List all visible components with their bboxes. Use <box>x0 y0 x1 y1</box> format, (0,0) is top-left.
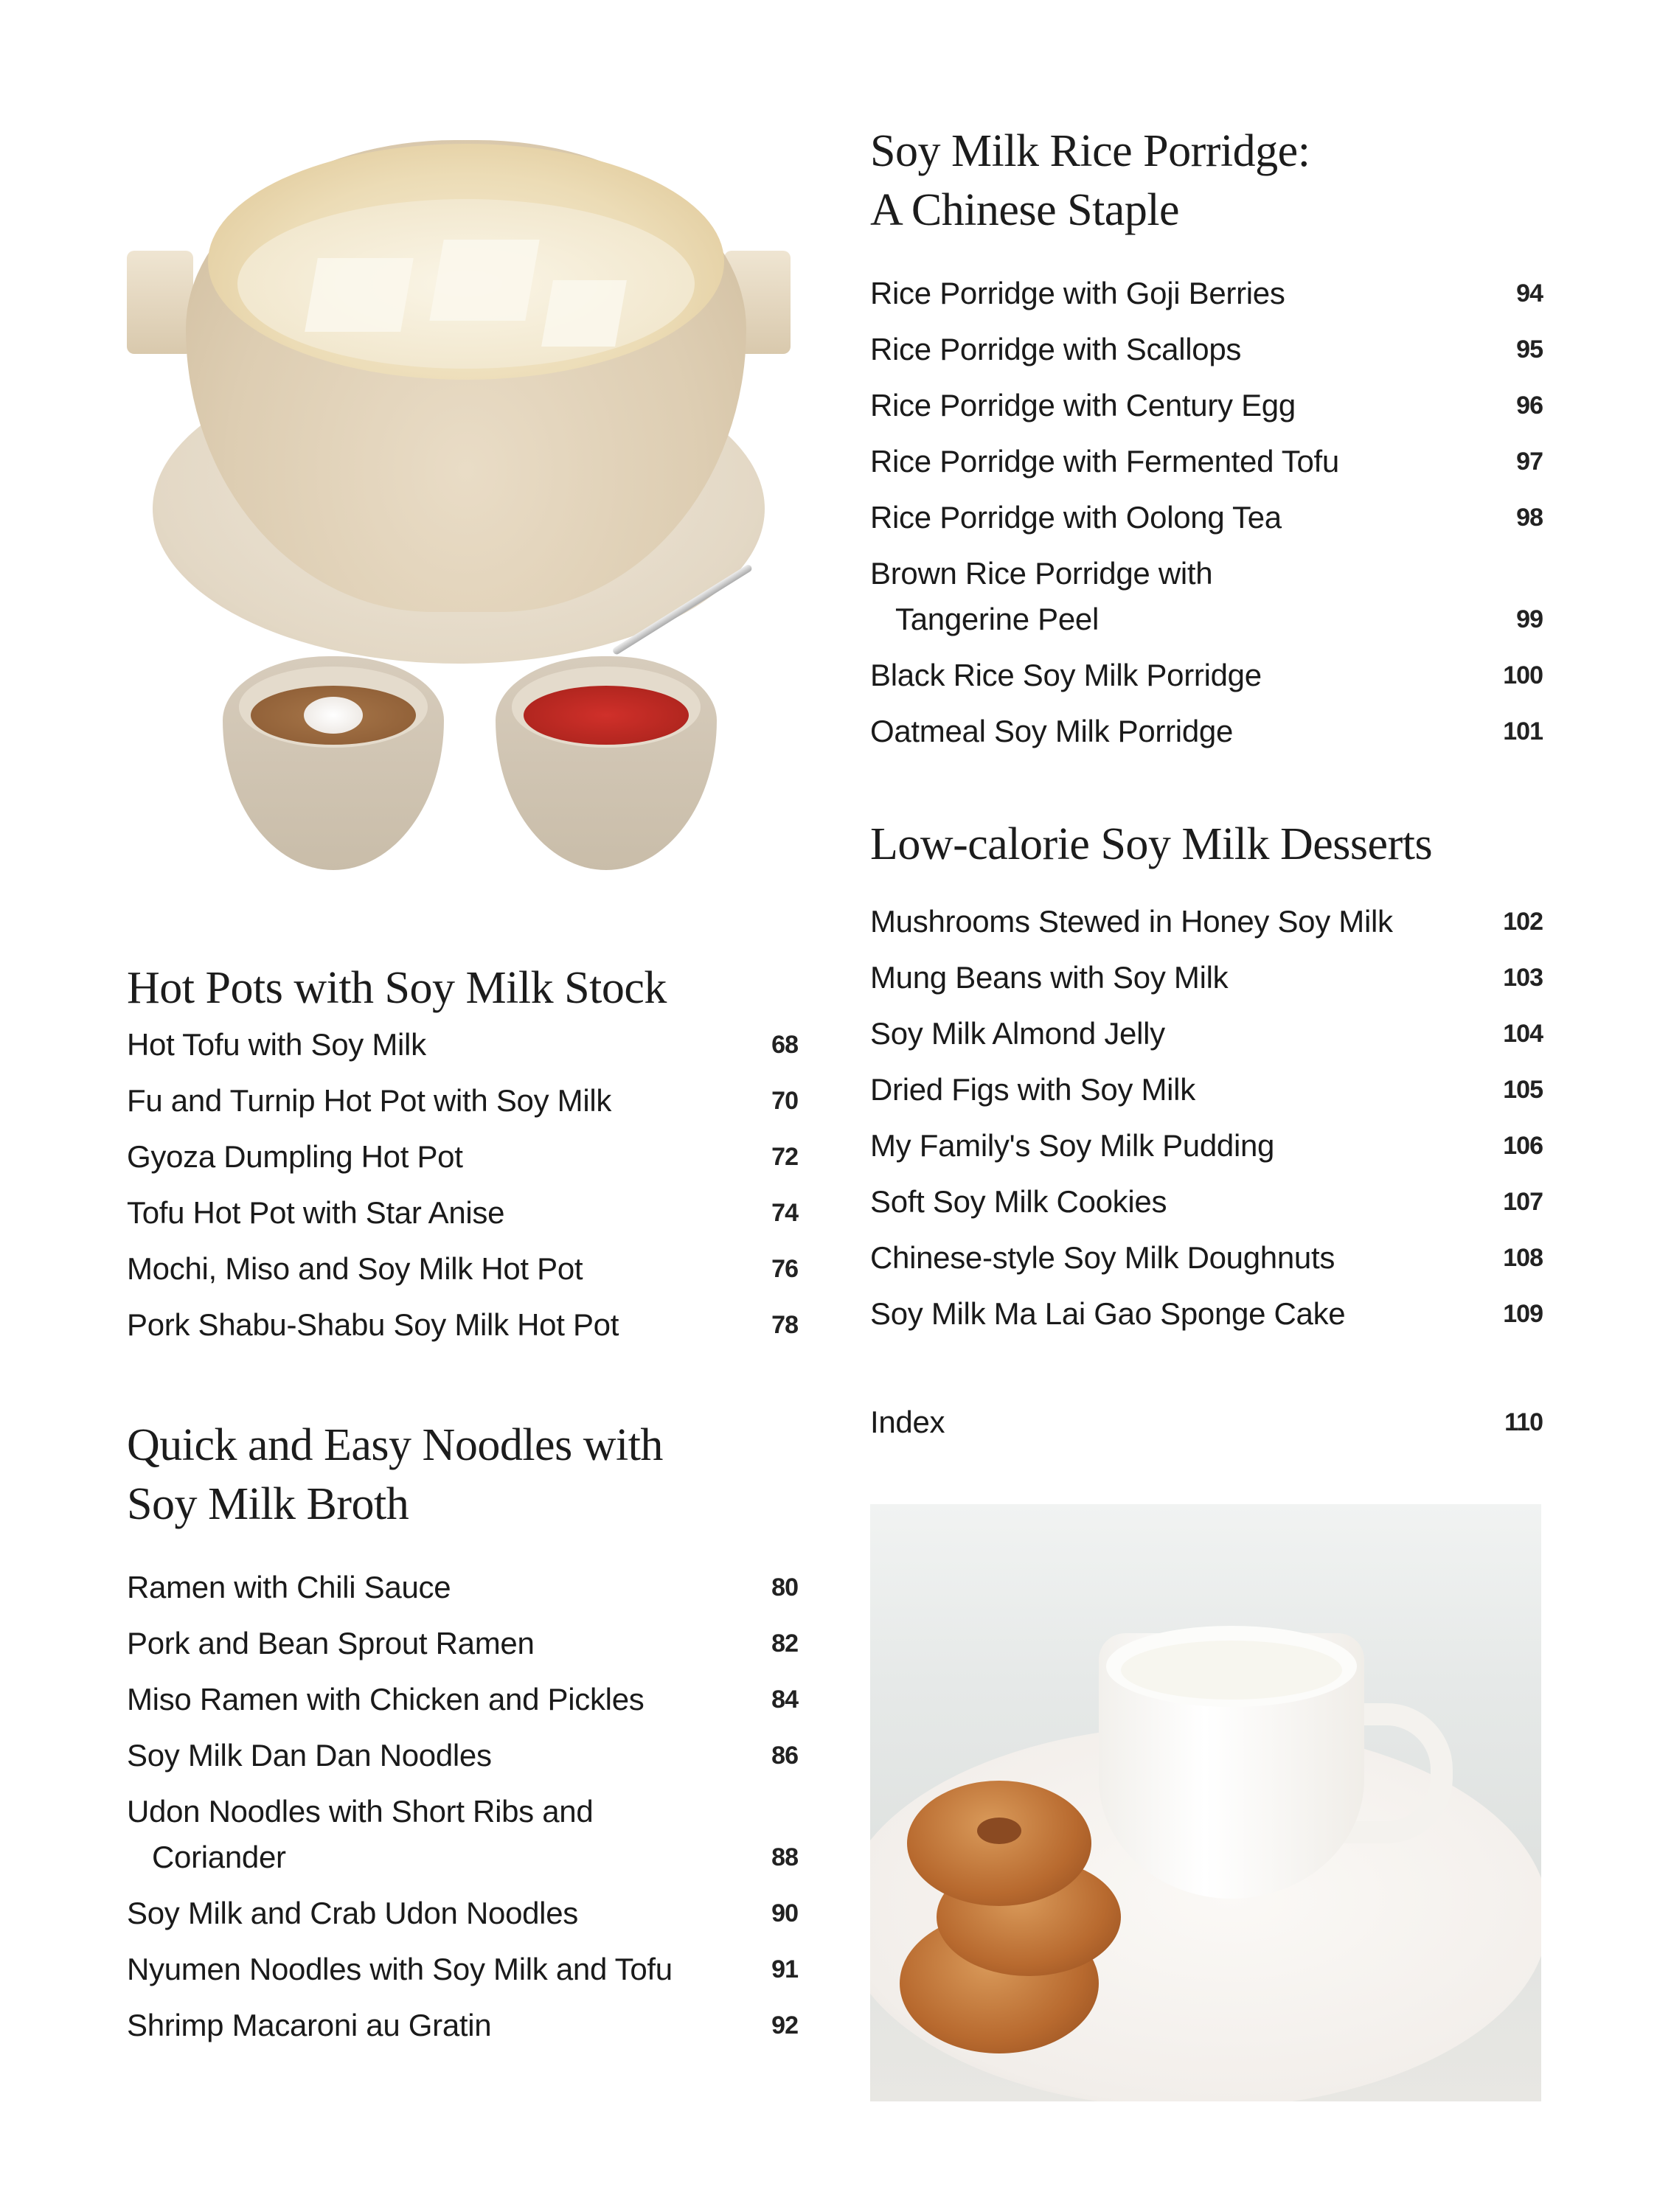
toc-entry[interactable] <box>870 955 1543 1001</box>
toc-entry[interactable] <box>127 1621 798 1666</box>
section-heading: Low-calorie Soy Milk Desserts <box>870 819 1433 869</box>
toc-entry[interactable] <box>127 1246 798 1292</box>
heading-line: Soy Milk Rice Porridge: <box>870 126 1310 176</box>
entry-title-continued: Coriander <box>152 1840 286 1874</box>
heading-line: A Chinese Staple <box>870 185 1180 235</box>
toc-entry[interactable] <box>870 551 1543 642</box>
section-index <box>870 1399 1543 1455</box>
entry-page: 72 <box>771 1143 798 1171</box>
entry-page: 100 <box>1503 661 1543 689</box>
entry-title: Soy Milk and Crab Udon Noodles <box>127 1896 578 1930</box>
entry-title: Soy Milk Almond Jelly <box>870 1016 1165 1051</box>
entry-title: Udon Noodles with Short Ribs and Coriander <box>127 1789 746 1880</box>
toc-entry[interactable] <box>127 1190 798 1236</box>
toc-entry[interactable] <box>870 1011 1543 1057</box>
cookie-shape <box>907 1781 1091 1906</box>
entry-page: 103 <box>1503 964 1543 992</box>
entry-page: 86 <box>771 1742 798 1770</box>
entry-title: Rice Porridge with Scallops <box>870 332 1242 366</box>
toc-entry[interactable] <box>870 439 1543 484</box>
toc-entry[interactable] <box>870 383 1543 428</box>
sauce-bowl-left <box>223 656 444 870</box>
entry-title: Rice Porridge with Goji Berries <box>870 276 1285 310</box>
entry-title: Brown Rice Porridge with Tangerine Peel <box>870 551 1491 642</box>
entry-page: 97 <box>1516 448 1543 476</box>
entry-title: Hot Tofu with Soy Milk <box>127 1027 426 1062</box>
entry-page: 98 <box>1516 504 1543 532</box>
entry-page: 104 <box>1503 1020 1543 1048</box>
entry-page: 84 <box>771 1686 798 1714</box>
toc-entry-index[interactable] <box>870 1399 1543 1445</box>
toc-entry[interactable] <box>870 709 1543 754</box>
toc-entry[interactable] <box>870 1123 1543 1169</box>
entry-page: 99 <box>1516 605 1543 633</box>
entry-page: 91 <box>771 1955 798 1983</box>
entry-title: Oatmeal Soy Milk Porridge <box>870 714 1234 748</box>
entry-title: Miso Ramen with Chicken and Pickles <box>127 1682 645 1717</box>
entry-title: Soy Milk Ma Lai Gao Sponge Cake <box>870 1296 1346 1331</box>
entry-title: Mung Beans with Soy Milk <box>870 960 1229 995</box>
entry-page: 109 <box>1503 1300 1543 1328</box>
entry-page: 90 <box>771 1899 798 1927</box>
toc-entry[interactable] <box>127 1733 798 1778</box>
section-noodles <box>127 1416 798 2059</box>
section-hot-pots <box>127 959 798 1358</box>
entry-title-continued: Tangerine Peel <box>895 602 1099 636</box>
entry-title: Index <box>870 1405 945 1439</box>
section-heading <box>127 1416 798 1534</box>
almond-shape <box>977 1818 1021 1844</box>
tofu-block <box>429 240 539 321</box>
toc-entry[interactable] <box>127 1302 798 1348</box>
entry-title: Nyumen Noodles with Soy Milk and Tofu <box>127 1952 673 1986</box>
heading-line: Quick and Easy Noodles with <box>127 1420 663 1470</box>
entry-title: Rice Porridge with Fermented Tofu <box>870 444 1339 479</box>
entry-title: My Family's Soy Milk Pudding <box>870 1128 1275 1163</box>
entry-title: Rice Porridge with Century Egg <box>870 388 1296 422</box>
toc-entry[interactable] <box>870 1235 1543 1281</box>
soy-milk-shape <box>1121 1641 1342 1700</box>
toc-list <box>127 1565 798 2048</box>
toc-entry[interactable] <box>127 1677 798 1722</box>
section-heading <box>870 122 1543 240</box>
entry-title: Mushrooms Stewed in Honey Soy Milk <box>870 904 1393 939</box>
entry-title: Pork Shabu-Shabu Soy Milk Hot Pot <box>127 1307 619 1342</box>
entry-page: 88 <box>771 1843 798 1871</box>
entry-page: 80 <box>771 1573 798 1601</box>
entry-title: Soft Soy Milk Cookies <box>870 1184 1167 1219</box>
toc-entry[interactable] <box>127 1078 798 1124</box>
toc-entry[interactable] <box>870 653 1543 698</box>
entry-page: 95 <box>1516 335 1543 364</box>
tofu-block <box>541 280 627 347</box>
entry-page: 94 <box>1516 279 1543 307</box>
toc-entry[interactable] <box>870 271 1543 316</box>
entry-page: 105 <box>1503 1076 1543 1104</box>
toc-entry[interactable] <box>127 1947 798 1992</box>
toc-entry[interactable] <box>870 1067 1543 1113</box>
entry-page: 78 <box>771 1311 798 1339</box>
cookie-photo <box>870 1504 1541 2101</box>
entry-page: 102 <box>1503 908 1543 936</box>
entry-page: 108 <box>1503 1244 1543 1272</box>
entry-title: Fu and Turnip Hot Pot with Soy Milk <box>127 1083 612 1118</box>
toc-entry[interactable] <box>127 1789 798 1880</box>
entry-page: 96 <box>1516 392 1543 420</box>
toc-entry[interactable] <box>127 1022 798 1068</box>
heading-line: Soy Milk Broth <box>127 1479 409 1529</box>
entry-page: 82 <box>771 1630 798 1658</box>
tofu-block <box>305 258 414 332</box>
toc-entry[interactable] <box>870 899 1543 945</box>
entry-title: Pork and Bean Sprout Ramen <box>127 1626 535 1660</box>
entry-page: 110 <box>1504 1408 1543 1436</box>
entry-title: Black Rice Soy Milk Porridge <box>870 658 1262 692</box>
sauce-bowl-right <box>496 656 717 870</box>
toc-entry[interactable] <box>870 1179 1543 1225</box>
section-heading: Hot Pots with Soy Milk Stock <box>127 963 667 1013</box>
toc-entry[interactable] <box>127 2003 798 2048</box>
toc-list <box>127 1022 798 1348</box>
entry-title: Soy Milk Dan Dan Noodles <box>127 1738 492 1773</box>
entry-page: 106 <box>1503 1132 1543 1160</box>
section-porridge <box>870 122 1543 765</box>
entry-page: 68 <box>771 1031 798 1059</box>
cup-shape <box>1099 1633 1364 1899</box>
toc-entry[interactable] <box>870 1291 1543 1337</box>
entry-title: Rice Porridge with Oolong Tea <box>870 500 1282 535</box>
entry-page: 107 <box>1503 1188 1543 1216</box>
hotpot-photo <box>127 111 791 892</box>
entry-title: Tofu Hot Pot with Star Anise <box>127 1195 505 1230</box>
entry-title: Mochi, Miso and Soy Milk Hot Pot <box>127 1251 583 1286</box>
entry-page: 92 <box>771 2011 798 2039</box>
entry-title: Ramen with Chili Sauce <box>127 1570 451 1604</box>
entry-title: Chinese-style Soy Milk Doughnuts <box>870 1240 1335 1275</box>
toc-entry[interactable] <box>127 1565 798 1610</box>
entry-title: Shrimp Macaroni au Gratin <box>127 2008 492 2042</box>
toc-entry[interactable] <box>127 1134 798 1180</box>
toc-list <box>870 1399 1543 1445</box>
entry-title: Gyoza Dumpling Hot Pot <box>127 1139 463 1174</box>
pot-handle-left <box>127 251 193 354</box>
toc-list <box>870 271 1543 754</box>
entry-page: 76 <box>771 1255 798 1283</box>
entry-page: 101 <box>1503 717 1543 745</box>
toc-entry[interactable] <box>870 495 1543 540</box>
entry-page: 74 <box>771 1199 798 1227</box>
toc-list <box>870 899 1543 1337</box>
entry-title: Dried Figs with Soy Milk <box>870 1072 1195 1107</box>
section-desserts <box>870 815 1543 1347</box>
toc-entry[interactable] <box>127 1891 798 1936</box>
toc-entry[interactable] <box>870 327 1543 372</box>
entry-page: 70 <box>771 1087 798 1115</box>
